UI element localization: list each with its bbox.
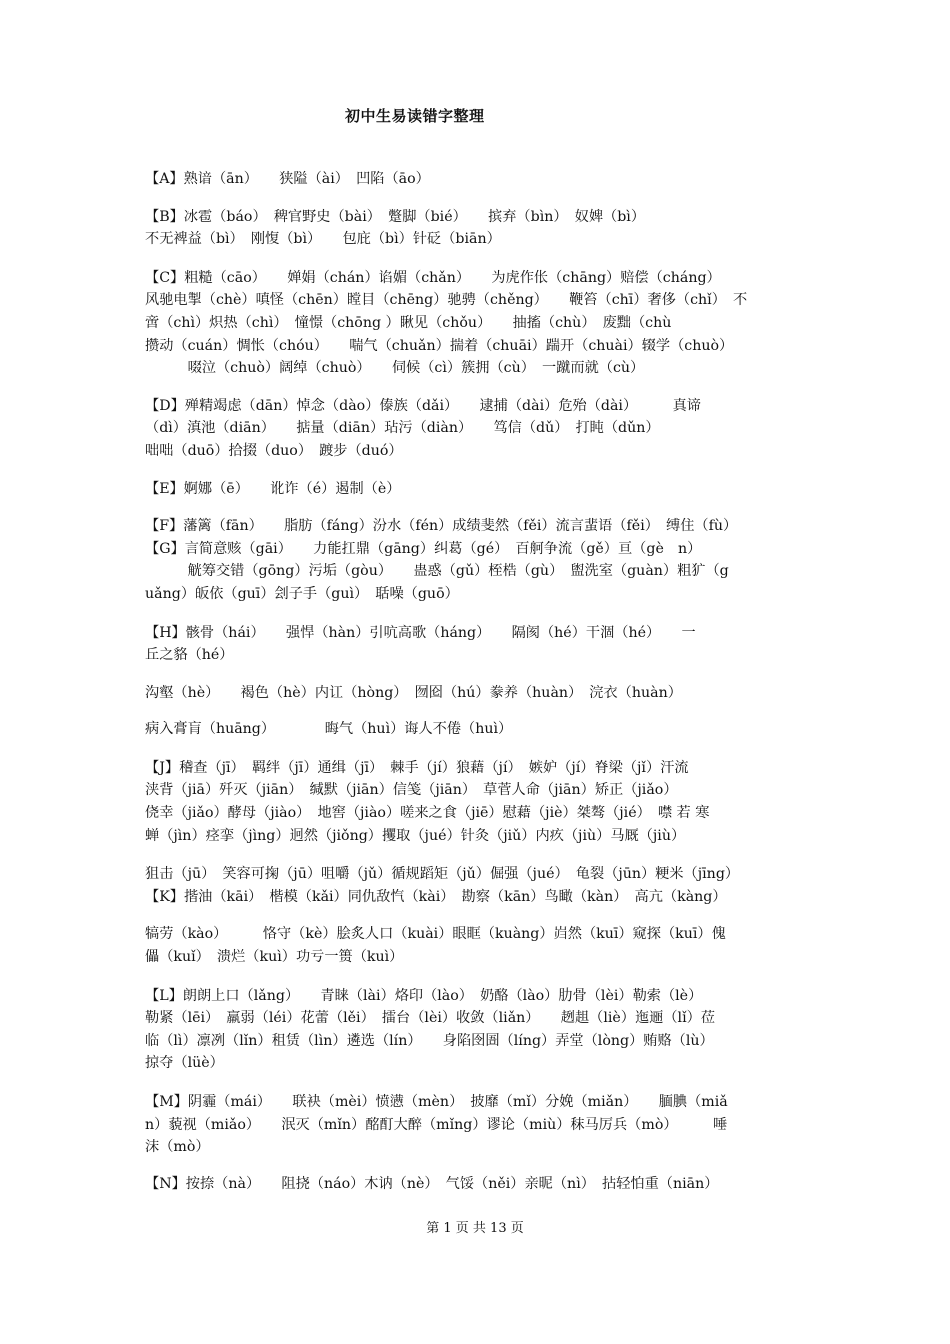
text-line: 侥幸（jiǎo）酵母（jiào） 地窖（jiào）嗟来之食（jiē）慰藉（jiè）桀骜（jié） 噤 若 寒 — [145, 805, 710, 822]
section-h — [145, 622, 810, 667]
text-line: 不无裨益（bì） 刚愎（bì） 包庇（bì）针砭（biān） — [145, 231, 501, 248]
section-fg — [145, 515, 810, 605]
text-line: 【N】按捺（nà） 阻挠（náo）木讷（nè） 气馁（něi）亲昵（nì） 拈轻怕重（niān） — [145, 1175, 719, 1192]
text-line: 啻（chì）炽热（chì） 憧憬（chōng ）瞅见（chǒu） 抽搐（chù） 废黜（chù — [145, 314, 672, 331]
text-line: 【L】朗朗上口（lǎng） 青睐（lài）烙印（lào） 奶酪（lào）肋骨（lèi）勒索（lè） — [145, 987, 703, 1004]
section-n — [145, 1173, 810, 1196]
section-l — [145, 985, 810, 1075]
text-line: 【D】殚精竭虑（dān）悼念（dào）傣族（dǎi） 逮捕（dài）危殆（dài） 真谛 — [145, 397, 701, 414]
text-line: 啜泣（chuò）阔绰（chuò） 伺候（cì）簇拥（cù） 一蹴而就（cù） — [145, 360, 645, 377]
text-line: 病入膏肓（huāng） 晦气（huì）诲人不倦（huì） — [145, 721, 513, 738]
text-line: 【F】藩篱（fān） 脂肪（fáng）汾水（fén）成绩斐然（fěi）流言蜚语（fěi） 缚住（fù） — [145, 518, 738, 535]
text-line: 咄咄（duō）拾掇（duo） 踱步（duó） — [145, 442, 403, 459]
text-line: 【B】冰雹（báo） 稗官野史（bài） 蹩脚（bié） 摈弃（bìn） 奴婢（bì） — [145, 208, 646, 225]
text-line: 勒紧（lēi） 羸弱（léi）花蕾（lěi） 擂台（lèi）收敛（liǎn） 趔趄（liè）迤逦（lǐ）莅 — [145, 1010, 715, 1027]
section-j — [145, 757, 810, 847]
section-jk — [145, 863, 810, 908]
text-line: 【M】阴霾（mái） 联袂（mèi）愤懑（mèn） 披靡（mǐ）分娩（miǎn） 腼腆（miǎ — [145, 1094, 728, 1110]
section-spacer — [145, 1159, 810, 1173]
text-line: 沫（mò） — [145, 1139, 210, 1156]
section-spacer — [145, 380, 810, 395]
text-line: 【E】婀娜（ē） 讹诈（é）遏制（è） — [145, 480, 401, 497]
text-line: 浃背（jiā）歼灭（jiān） 缄默（jiān）信笺（jiān） 草菅人命（jiān）矫正（jiǎo） — [145, 782, 678, 799]
text-line: 儡（kuǐ） 溃烂（kuì）功亏一篑（kuì） — [145, 949, 404, 966]
text-line: 【K】揩油（kāi） 楷模（kǎi）同仇敌忾（kài） 勘察（kān）鸟瞰（kàn） 高亢（kàng） — [145, 888, 727, 905]
section-spacer — [145, 969, 810, 985]
section-h2 — [145, 682, 810, 705]
text-line: 【C】粗糙（cāo） 婵娟（chán）谄媚（chǎn） 为虎作伥（chāng）赔偿（cháng） — [145, 269, 721, 286]
text-line: 【H】骸骨（hái） 强悍（hàn）引吭高歌（háng） 隔阂（hé）干涸（hé） 一 — [145, 624, 696, 641]
text-line: uǎng）皈依（guī）刽子手（guì） 聒噪（guō） — [145, 585, 459, 602]
section-spacer — [145, 1075, 810, 1091]
text-line: 丘之貉（hé） — [145, 647, 234, 664]
section-spacer — [145, 251, 810, 267]
section-b — [145, 206, 810, 251]
section-spacer — [145, 606, 810, 622]
document-body — [145, 168, 810, 1195]
section-e — [145, 478, 810, 501]
text-line: n）藐视（miǎo） 泯灭（mǐn）酩酊大醉（mǐng）谬论（miù）秣马厉兵（mò） 唾 — [145, 1116, 728, 1133]
text-line: 【G】言简意赅（gāi） 力能扛鼎（gāng）纠葛（gé） 百舸争流（gě）亘（gè n） — [145, 540, 702, 557]
section-spacer — [145, 463, 810, 478]
text-line: 攒动（cuán）惆怅（chóu） 喘气（chuǎn）揣着（chuāi）踹开（chuài）辍学（chuò） — [145, 337, 734, 354]
section-list — [145, 168, 810, 1195]
text-line: 沟壑（hè） 褐色（hè）内讧（hòng） 囫囵（hú）豢养（huàn） 浣衣（huàn） — [145, 684, 682, 701]
text-line: 风驰电掣（chè）嗔怪（chēn）瞠目（chēng）驰骋（chěng） 鞭笞（chī）奢侈（chǐ） 不 — [145, 292, 748, 309]
text-line: 临（lì）凛冽（lǐn）租赁（lìn）遴选（lín） 身陷囹圄（líng）弄堂（lòng）贿赂（lù） — [145, 1032, 714, 1049]
section-spacer — [145, 847, 810, 863]
section-spacer — [145, 667, 810, 682]
section-spacer — [145, 741, 810, 757]
section-d — [145, 395, 810, 463]
section-c — [145, 267, 810, 380]
text-line: 狙击（jū） 笑容可掬（jū）咀嚼（jǔ）循规蹈矩（jǔ）倔强（jué） 龟裂（jūn）粳米（jīng） — [145, 866, 740, 883]
text-line: 掠夺（lüè） — [145, 1055, 224, 1072]
section-a — [145, 168, 810, 191]
text-line: 【J】稽查（jī） 羁绊（jī）通缉（jī） 棘手（jí）狼藉（jí） 嫉妒（jí）脊梁（jǐ）汗流 — [145, 759, 689, 776]
text-line: 【A】熟谙（ān） 狭隘（ài） 凹陷（āo） — [145, 171, 430, 187]
text-line: 犒劳（kào） 恪守（kè）脍炙人口（kuài）眼眶（kuàng）岿然（kuī）窥探（kuī）傀 — [145, 926, 726, 943]
text-line: （dì）滇池（diān） 掂量（diān）玷污（diàn） 笃信（dǔ） 打盹（dǔn） — [145, 420, 660, 437]
section-k2 — [145, 923, 810, 968]
section-spacer — [145, 500, 810, 515]
section-spacer — [145, 704, 810, 718]
section-h3 — [145, 718, 810, 741]
page-footer: 第 1 页 共 13 页 — [426, 1221, 524, 1236]
page-title: 初中生易读错字整理 — [345, 107, 485, 125]
text-line: 蝉（jìn）痉挛（jìng）迥然（jiǒng）攫取（jué）针灸（jiǔ）内疚（jiù）马厩（jiù） — [145, 827, 686, 844]
section-spacer — [145, 191, 810, 206]
text-line: 觥筹交错（gōng）污垢（gòu） 蛊惑（gǔ）桎梏（gù） 盥洗室（guàn）粗犷（g — [145, 563, 729, 580]
section-m — [145, 1091, 810, 1159]
section-spacer — [145, 908, 810, 923]
